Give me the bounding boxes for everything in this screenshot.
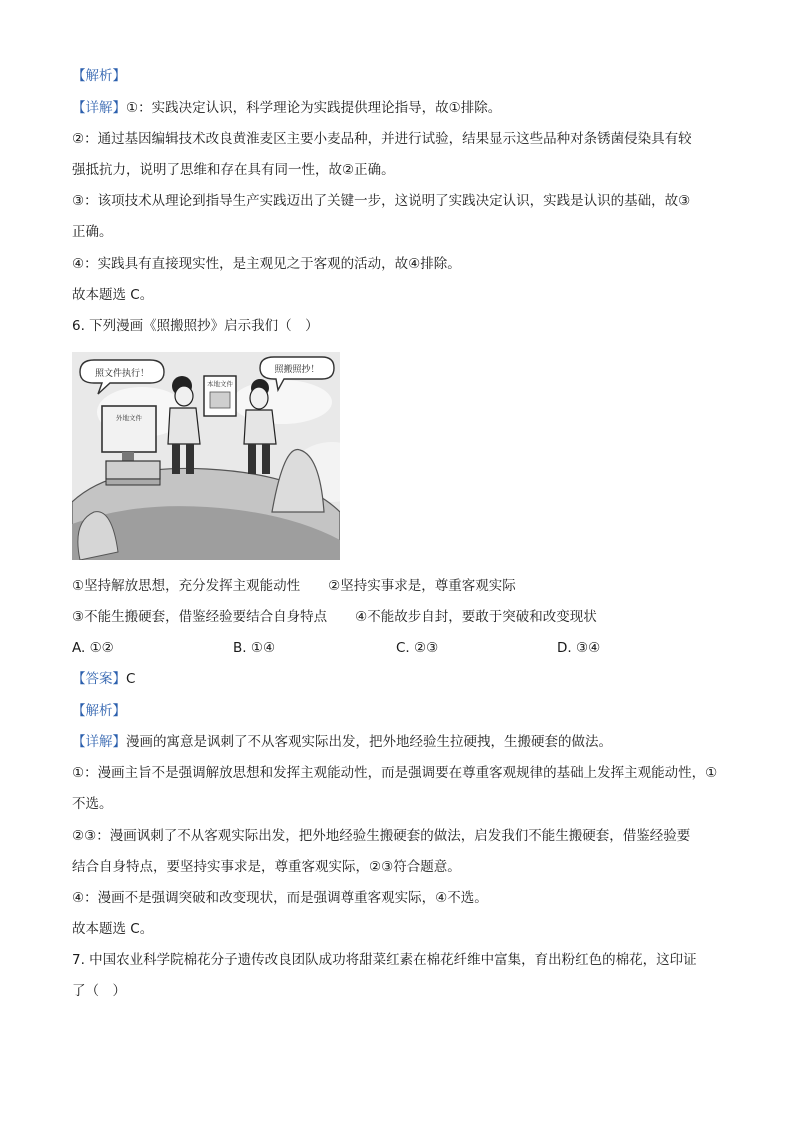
statement-3: ③不能生搬硬套，借鉴经验要结合自身特点	[72, 609, 328, 625]
answer-value: C	[126, 671, 136, 687]
monitor-label: 外地文件	[116, 414, 142, 422]
detail-text: ①：实践决定认识，科学理论为实践提供理论指导，故①排除。	[126, 100, 502, 116]
option-a: A. ①②	[72, 640, 114, 656]
analysis-line: ①：漫画主旨不是强调解放思想和发挥主观能动性，而是强调要在尊重客观规律的基础上发挥主观能动性，①	[72, 765, 718, 781]
detail-line	[72, 732, 612, 752]
detail-tag: 【详解】	[72, 100, 126, 116]
answer-tag: 【答案】	[72, 671, 126, 687]
analysis-heading: 【解析】	[72, 703, 126, 719]
analysis-line: 强抵抗力，说明了思维和存在具有同一性，故②正确。	[72, 162, 395, 178]
question-stem: 6. 下列漫画《照搬照抄》启示我们（ ）	[72, 318, 319, 334]
detail-text: 漫画的寓意是讽刺了不从客观实际出发，把外地经验生拉硬拽，生搬硬套的做法。	[126, 734, 612, 750]
bubble-left-text: 照文件执行！	[94, 369, 150, 379]
bubble-right-text: 照搬照抄！	[274, 365, 320, 375]
analysis-heading: 【解析】	[72, 68, 126, 84]
statement-4: ④不能故步自封，要敢于突破和改变现状	[355, 609, 597, 625]
analysis-line: 正确。	[72, 224, 113, 240]
document-label: 本地文件	[207, 380, 233, 388]
option-c: C. ②③	[396, 640, 439, 656]
analysis-line: 结合自身特点，要坚持实事求是，尊重客观实际，②③符合题意。	[72, 859, 461, 875]
statement-2: ②坚持实事求是，尊重客观实际	[328, 578, 516, 594]
analysis-line: 不选。	[72, 796, 113, 812]
answer-line	[72, 669, 135, 689]
analysis-line: ②：通过基因编辑技术改良黄淮麦区主要小麦品种，并进行试验，结果显示这些品种对条锈菌侵染具有较	[72, 131, 692, 147]
statement-1: ①坚持解放思想，充分发挥主观能动性	[72, 578, 301, 594]
conclusion: 故本题选 C。	[72, 921, 154, 937]
analysis-line: ④：实践具有直接现实性，是主观见之于客观的活动，故④排除。	[72, 256, 461, 272]
conclusion: 故本题选 C。	[72, 287, 154, 303]
analysis-line: ②③：漫画讽刺了不从客观实际出发，把外地经验生搬硬套的做法，启发我们不能生搬硬套，借鉴经验要	[72, 828, 691, 844]
statement-row	[72, 576, 516, 596]
detail-tag: 【详解】	[72, 734, 126, 750]
detail-line	[72, 98, 501, 118]
statement-row	[72, 607, 597, 627]
question-stem: 7. 中国农业科学院棉花分子遗传改良团队成功将甜菜红素在棉花纤维中富集，育出粉红色的棉花，这印证	[72, 952, 697, 968]
analysis-line: ④：漫画不是强调突破和改变现状，而是强调尊重客观实际，④不选。	[72, 890, 488, 906]
question-stem: 了（ ）	[72, 983, 126, 999]
analysis-line: ③：该项技术从理论到指导生产实践迈出了关键一步，这说明了实践决定认识，实践是认识的基础，故③	[72, 193, 691, 209]
option-b: B. ①④	[233, 640, 276, 656]
cartoon-image	[72, 352, 340, 560]
option-d: D. ③④	[557, 640, 601, 656]
